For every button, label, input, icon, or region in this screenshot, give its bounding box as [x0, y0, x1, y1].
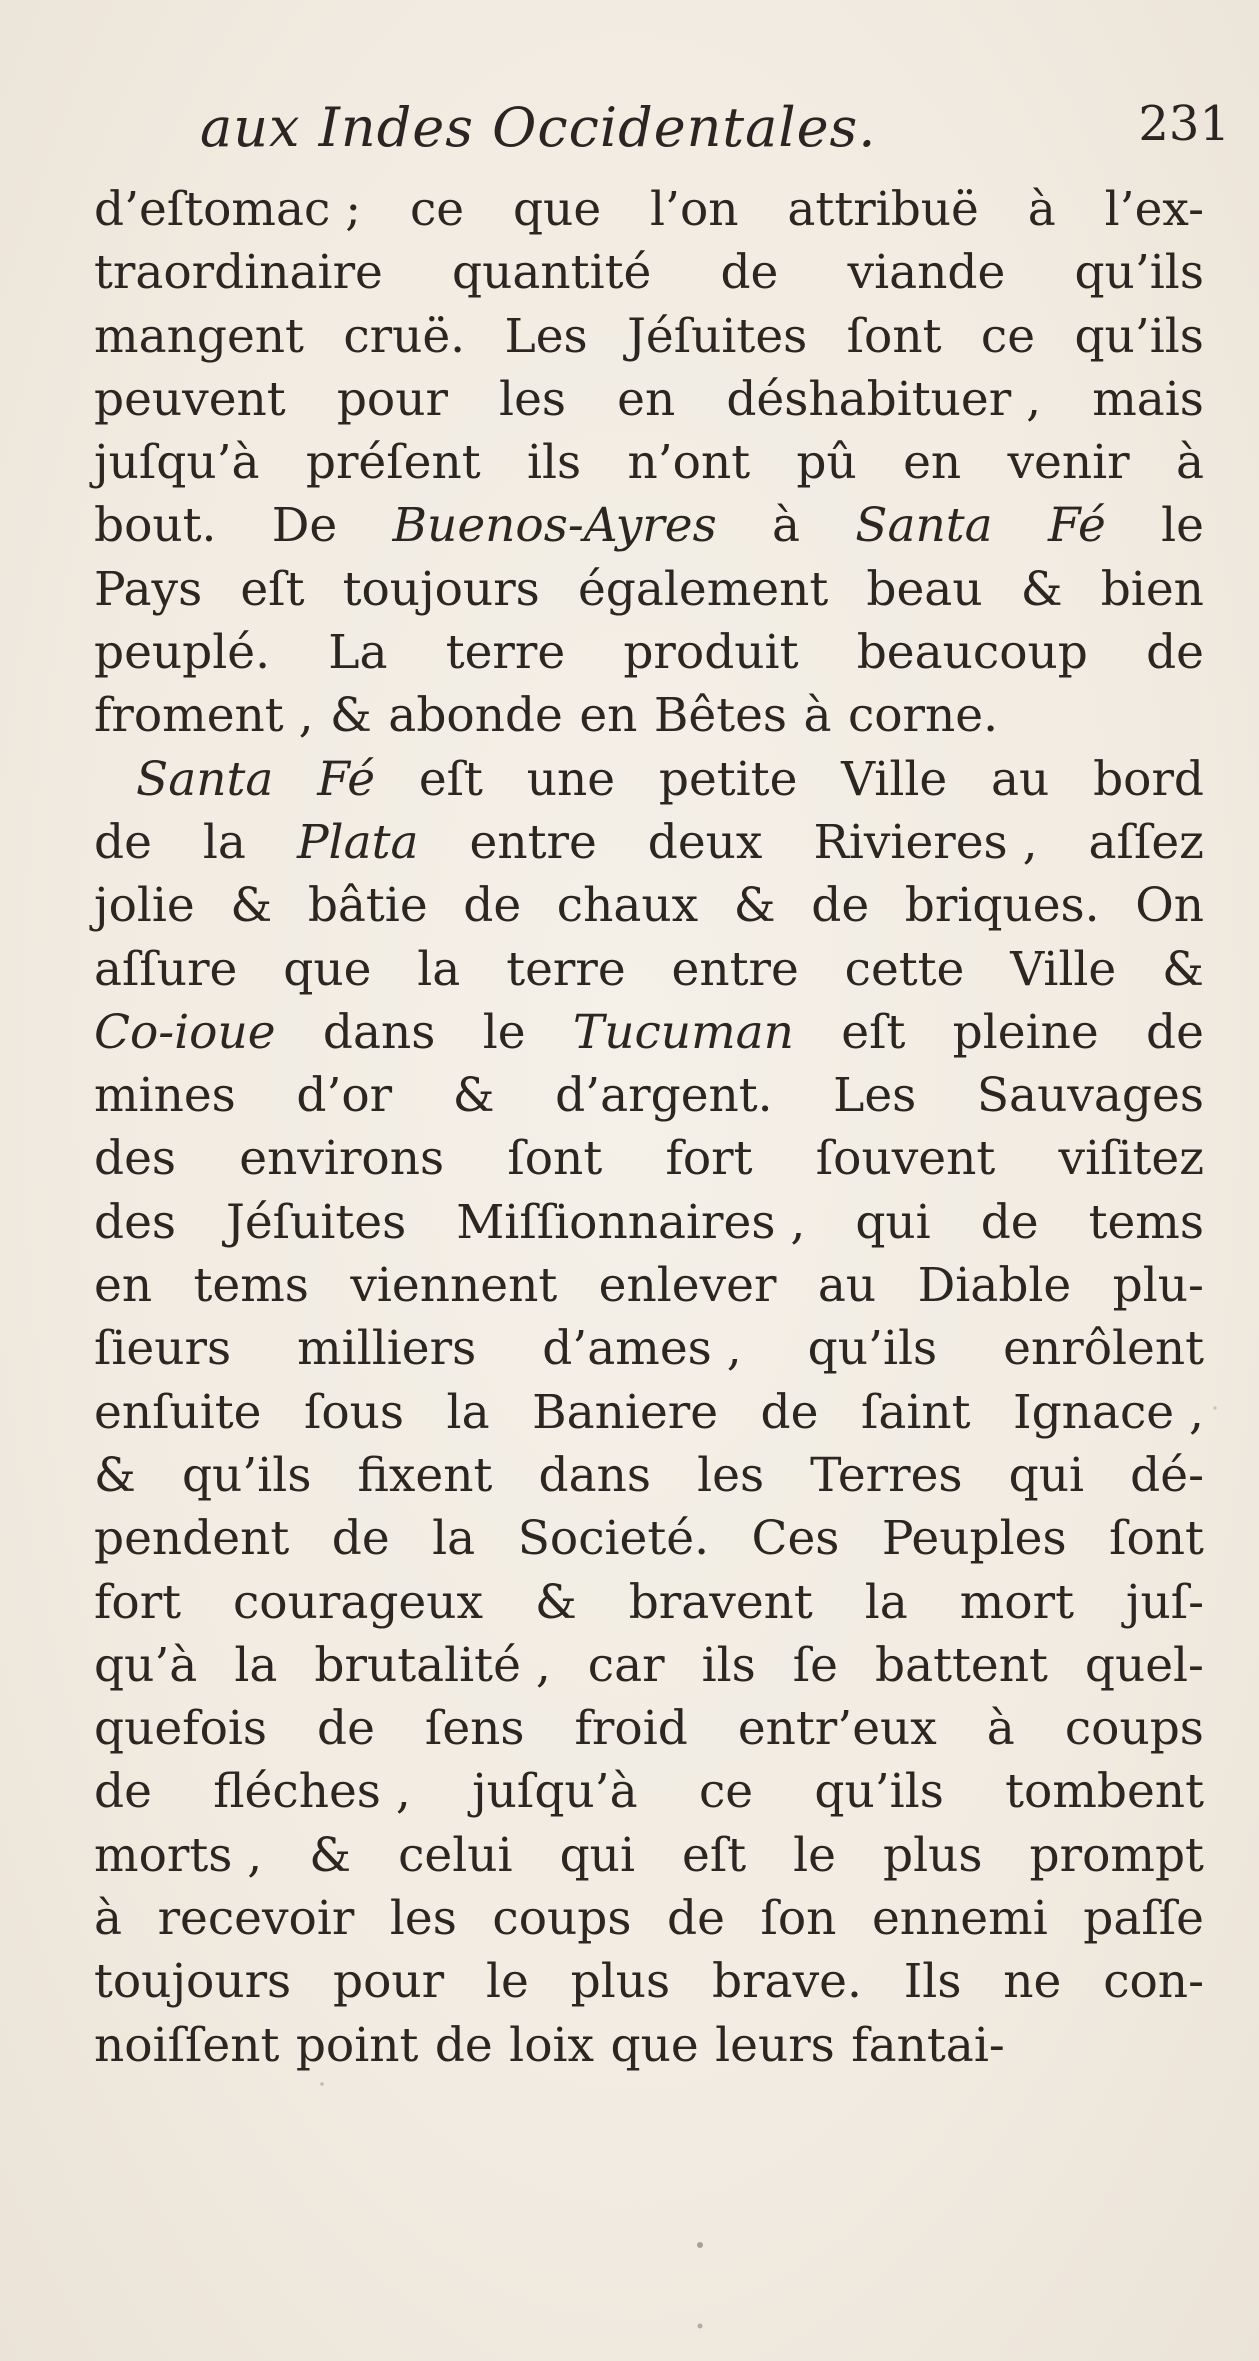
word: tems: [1088, 1194, 1204, 1250]
body-text: [94, 178, 1204, 2077]
word: Miſſionnaires ,: [456, 1194, 806, 1250]
text-line: [94, 1317, 1204, 1380]
word: coups: [492, 1891, 632, 1947]
word: produit: [623, 625, 799, 681]
word: qu’ils: [814, 1764, 944, 1820]
word: préſent: [305, 435, 481, 491]
word: que: [512, 182, 602, 237]
text-line: [94, 1634, 1204, 1697]
word: noiſſent: [94, 2017, 280, 2073]
word: froment ,: [94, 688, 314, 744]
word: deux: [647, 814, 763, 870]
word: bout.: [94, 498, 217, 554]
word: de: [317, 1701, 375, 1757]
word: de: [434, 2017, 493, 2073]
word: la: [864, 1574, 908, 1630]
word: briques.: [904, 878, 1100, 934]
word: les: [499, 371, 567, 427]
word: &: [230, 878, 273, 934]
word: en: [903, 435, 962, 491]
word: ce: [698, 1764, 754, 1820]
word: beaucoup: [856, 625, 1088, 681]
word: l’ex-: [1104, 182, 1204, 237]
word: ſaint: [860, 1384, 971, 1440]
word: la: [417, 941, 461, 997]
word: environs: [239, 1131, 445, 1187]
word: bord: [1093, 751, 1204, 807]
word: dé-: [1130, 1447, 1204, 1503]
word: de: [667, 1891, 725, 1947]
word: viennent: [350, 1258, 558, 1314]
word: ennemi: [871, 1891, 1048, 1947]
word: cette: [844, 941, 965, 997]
word: à: [1175, 435, 1204, 491]
text-line: [94, 1381, 1204, 1444]
word: de: [463, 878, 522, 934]
word: eſt: [841, 1004, 906, 1060]
word: quefois: [94, 1701, 268, 1757]
word: n’ont: [627, 435, 751, 491]
text-line: [94, 1191, 1204, 1254]
word: Santa: [855, 498, 993, 554]
word: que: [283, 941, 372, 997]
word: ſouvent: [815, 1131, 996, 1187]
word: ſont: [1109, 1511, 1204, 1567]
word: celui: [398, 1827, 513, 1883]
word: plus: [883, 1827, 983, 1883]
text-line: [94, 938, 1204, 1001]
text-line: [94, 1571, 1204, 1634]
word: tems: [193, 1258, 309, 1314]
word: les: [389, 1891, 457, 1947]
word: en: [94, 1258, 153, 1314]
word: ſont: [846, 308, 942, 364]
word: dans: [538, 1447, 651, 1503]
word: fantai-: [851, 2017, 1005, 2073]
word: ſous: [303, 1384, 405, 1440]
text-line: [94, 811, 1204, 874]
word: qui: [559, 1827, 635, 1883]
word: jolie: [94, 878, 195, 934]
word: de: [720, 245, 779, 301]
word: Ignace ,: [1013, 1384, 1204, 1440]
word: d’ames ,: [542, 1321, 742, 1377]
word: bâtie: [307, 878, 428, 934]
word: recevoir: [157, 1891, 355, 1947]
text-line: [94, 1254, 1204, 1317]
word: qu’ils: [807, 1321, 938, 1377]
word: qu’ils: [1074, 308, 1204, 364]
word: qui: [1008, 1447, 1085, 1503]
word: Buenos-Ayres: [392, 498, 717, 554]
word: à: [771, 498, 800, 554]
word: ils: [526, 435, 582, 491]
word: mines: [94, 1068, 236, 1124]
word: de: [331, 1511, 390, 1567]
word: peuvent: [94, 371, 286, 427]
word: enrôlent: [1003, 1321, 1204, 1377]
word: eſt: [418, 751, 483, 807]
word: la: [234, 1637, 278, 1693]
word: juſqu’à: [94, 435, 260, 491]
word: tombent: [1005, 1764, 1204, 1820]
word: Ils: [903, 1954, 962, 2010]
word: Baniere: [532, 1384, 719, 1440]
word: prompt: [1029, 1827, 1204, 1883]
word: &: [1020, 561, 1063, 617]
word: pleine: [952, 1004, 1099, 1060]
word: de: [811, 878, 870, 934]
word: corne.: [847, 688, 999, 744]
word: ſieurs: [94, 1321, 232, 1377]
word: enſuite: [94, 1384, 262, 1440]
word: mangent: [94, 308, 304, 364]
word: Fé: [317, 751, 376, 807]
word: à: [986, 1701, 1015, 1757]
word: Santa: [136, 751, 274, 807]
word: pû: [796, 435, 857, 491]
word: Fé: [1047, 498, 1106, 554]
word: bravent: [628, 1574, 813, 1630]
text-line: [94, 368, 1204, 431]
word: ſon: [760, 1891, 837, 1947]
word: eſt: [240, 561, 305, 617]
word: dans: [322, 1004, 436, 1060]
word: aſſez: [1088, 814, 1204, 870]
word: des: [94, 1131, 177, 1187]
word: au: [817, 1258, 877, 1314]
word: toujours: [94, 1954, 292, 2010]
word: milliers: [297, 1321, 477, 1377]
text-line: [94, 1064, 1204, 1127]
word: d’eſtomac ;: [94, 182, 362, 237]
text-line: [94, 178, 1204, 241]
word: que: [610, 2017, 699, 2073]
word: coups: [1064, 1701, 1204, 1757]
text-line: [94, 1444, 1204, 1507]
text-line: [94, 305, 1204, 368]
word: terre: [445, 625, 566, 681]
word: entre: [671, 941, 799, 997]
word: pour: [336, 371, 448, 427]
word: le: [793, 1827, 836, 1883]
word: On: [1135, 878, 1204, 934]
text-line: [94, 494, 1204, 557]
word: traordinaire: [94, 245, 383, 301]
word: plu-: [1112, 1258, 1204, 1314]
text-line: [94, 1507, 1204, 1570]
word: des: [94, 1194, 177, 1250]
word: abonde: [388, 688, 563, 744]
word: bien: [1100, 561, 1204, 617]
text-line: [94, 1697, 1204, 1760]
word: qu’ils: [1074, 245, 1204, 301]
word: aſſure: [94, 941, 238, 997]
word: qu’ils: [181, 1447, 312, 1503]
word: brutalité ,: [314, 1637, 551, 1693]
text-line: [94, 1887, 1204, 1950]
word: brave.: [712, 1954, 862, 2010]
word: petite: [658, 751, 798, 807]
page-header: [200, 96, 1230, 176]
word: ne: [1003, 1954, 1062, 2010]
word: &: [330, 688, 372, 744]
word: &: [1162, 941, 1204, 997]
word: Sauvages: [976, 1068, 1204, 1124]
word: en: [617, 371, 676, 427]
word: attribuë: [787, 182, 979, 237]
word: ſe: [792, 1637, 838, 1693]
word: juſ-: [1125, 1574, 1204, 1630]
word: qui: [855, 1194, 931, 1250]
word: Ces: [751, 1511, 840, 1567]
word: enlever: [598, 1258, 777, 1314]
word: loix: [509, 2017, 595, 2073]
word: ſont: [507, 1131, 603, 1187]
word: Ville: [841, 751, 948, 807]
text-line: [94, 684, 1204, 747]
word: La: [328, 625, 388, 681]
word: toujours: [342, 561, 540, 617]
word: de: [1146, 1004, 1204, 1060]
word: battent: [875, 1637, 1048, 1693]
word: pour: [333, 1954, 445, 2010]
word: à: [803, 688, 832, 744]
word: car: [587, 1637, 665, 1693]
word: Societé.: [517, 1511, 710, 1567]
word: point: [295, 2017, 419, 2073]
word: la: [432, 1511, 476, 1567]
word: Les: [833, 1068, 917, 1124]
word: &: [94, 1447, 136, 1503]
word: d’argent.: [555, 1068, 773, 1124]
word: viſitez: [1058, 1131, 1204, 1187]
text-line: [94, 621, 1204, 684]
word: de: [760, 1384, 819, 1440]
word: Rivieres ,: [813, 814, 1038, 870]
word: &: [733, 878, 776, 934]
text-line: [94, 558, 1204, 621]
word: Co-ioue: [94, 1004, 276, 1060]
word: chaux: [556, 878, 699, 934]
page-number: 231: [1138, 96, 1230, 152]
word: &: [309, 1827, 352, 1883]
word: leurs: [715, 2017, 835, 2073]
word: courageux: [232, 1574, 484, 1630]
text-line: [94, 1950, 1204, 2013]
word: plus: [570, 1954, 671, 2010]
word: fort: [665, 1131, 753, 1187]
text-line: [94, 1001, 1204, 1064]
text-line: [94, 748, 1204, 811]
word: Pays: [94, 561, 203, 617]
word: également: [577, 561, 829, 617]
word: la: [446, 1384, 490, 1440]
word: Tucuman: [572, 1004, 794, 1060]
word: juſqu’à: [472, 1764, 638, 1820]
word: quel-: [1084, 1637, 1204, 1693]
word: ce: [409, 182, 465, 237]
word: à: [1027, 182, 1056, 237]
word: à: [94, 1891, 123, 1947]
word: les: [697, 1447, 765, 1503]
word: &: [534, 1574, 577, 1630]
text-line: [94, 874, 1204, 937]
word: fléches ,: [213, 1764, 411, 1820]
word: beau: [866, 561, 983, 617]
text-line: [94, 1127, 1204, 1190]
word: froid: [574, 1701, 688, 1757]
word: con-: [1103, 1954, 1204, 2010]
word: Plata: [296, 814, 419, 870]
text-line: [94, 2014, 1204, 2077]
word: ſens: [424, 1701, 525, 1757]
word: pendent: [94, 1511, 290, 1567]
word: morts ,: [94, 1827, 263, 1883]
word: l’on: [650, 182, 739, 237]
word: le: [1161, 498, 1204, 554]
word: une: [526, 751, 616, 807]
text-line: [94, 1760, 1204, 1823]
word: ce: [980, 308, 1036, 364]
word: de: [1146, 625, 1204, 681]
word: fort: [94, 1574, 182, 1630]
word: de: [94, 814, 152, 870]
word: Peuples: [881, 1511, 1067, 1567]
word: Diable: [917, 1258, 1072, 1314]
word: en: [579, 688, 638, 744]
word: Les: [504, 308, 588, 364]
word: peuplé.: [94, 625, 271, 681]
word: déshabituer ,: [726, 371, 1042, 427]
word: Jéſuites: [226, 1194, 407, 1250]
word: entr’eux: [737, 1701, 937, 1757]
word: De: [271, 498, 338, 554]
word: entre: [469, 814, 597, 870]
word: de: [980, 1194, 1039, 1250]
word: ils: [701, 1637, 756, 1693]
word: cruë.: [343, 308, 466, 364]
word: eſt: [682, 1827, 747, 1883]
text-line: [94, 241, 1204, 304]
word: de: [94, 1764, 152, 1820]
word: terre: [506, 941, 626, 997]
word: d’or: [296, 1068, 393, 1124]
text-line: [94, 1824, 1204, 1887]
word: la: [202, 814, 246, 870]
word: quantité: [452, 245, 652, 301]
word: fixent: [357, 1447, 493, 1503]
word: qu’à: [94, 1637, 198, 1693]
word: le: [485, 1954, 529, 2010]
word: au: [990, 751, 1050, 807]
word: &: [452, 1068, 495, 1124]
text-line: [94, 431, 1204, 494]
word: viande: [847, 245, 1006, 301]
word: paſſe: [1083, 1891, 1204, 1947]
word: le: [482, 1004, 526, 1060]
word: mort: [959, 1574, 1074, 1630]
word: venir: [1007, 435, 1130, 491]
running-title: aux Indes Occidentales.: [200, 96, 877, 159]
word: mais: [1092, 371, 1204, 427]
word: Terres: [810, 1447, 963, 1503]
word: Bêtes: [653, 688, 788, 744]
word: Ville: [1010, 941, 1117, 997]
word: Jéſuites: [627, 308, 808, 364]
